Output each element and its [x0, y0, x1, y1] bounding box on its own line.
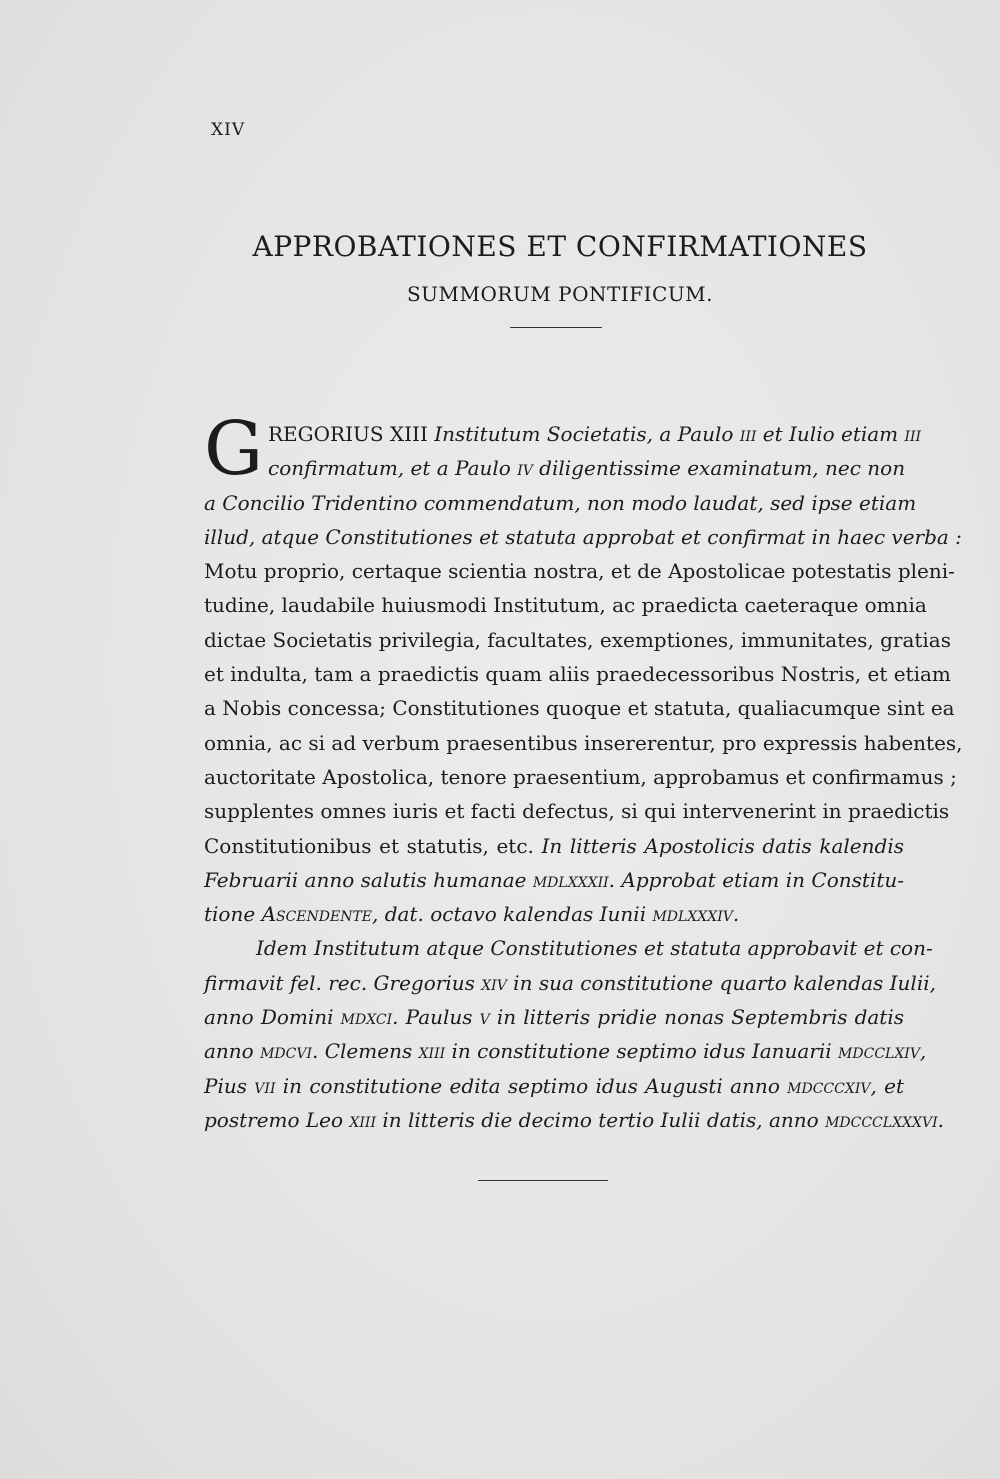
text-segment: in litteris die decimo tertio Iulii datis, anno — [375, 1107, 826, 1132]
text-segment: v — [479, 1005, 490, 1030]
end-divider — [478, 1180, 608, 1181]
text-segment: omnia, ac si ad verbum praesentibus insererentur, pro expressis habentes, — [204, 730, 963, 755]
text-line — [204, 520, 962, 554]
page-subtitle: SUMMORUM PONTIFICUM. — [406, 282, 714, 306]
text-segment: firmavit fel. rec. Gregorius — [204, 970, 482, 995]
text-segment: mdcccxiv, — [787, 1073, 877, 1098]
text-segment: Approbat etiam in Constitu- — [615, 867, 904, 892]
text-segment: mdlxxxiv. — [652, 902, 740, 927]
text-segment: iii — [904, 422, 922, 446]
text-segment: In litteris Apostolicis datis kalendis — [541, 833, 904, 858]
text-segment: Februarii anno salutis humanae — [204, 867, 533, 892]
text-line — [204, 966, 936, 1000]
text-segment: mdcvi. — [260, 1039, 319, 1064]
text-line — [204, 451, 904, 485]
text-line — [204, 726, 963, 760]
text-line — [204, 931, 933, 965]
text-segment: in sua constitutione quarto kalendas Iulii, — [506, 970, 936, 995]
text-line — [204, 691, 955, 725]
text-line — [204, 829, 904, 863]
text-segment: illud, atque Constitutiones et statuta approbat et confirmat in haec verba : — [204, 524, 962, 549]
drop-cap: G — [204, 406, 264, 492]
text-segment: tione — [204, 902, 262, 927]
text-line — [204, 897, 904, 931]
text-segment: Ascendente — [261, 902, 373, 927]
text-segment: in litteris pridie nonas Septembris datis — [489, 1005, 904, 1030]
text-segment: mdxci. — [340, 1005, 399, 1030]
text-segment: a Nobis concessa; Constitutiones quoque et statuta, qualiacumque sint ea — [204, 696, 955, 721]
text-line — [204, 486, 917, 520]
text-segment: et — [876, 1073, 904, 1098]
text-segment: supplentes omnes iuris et facti defectus, si qui intervenerint in praedictis — [204, 799, 950, 824]
text-line — [204, 794, 950, 828]
text-segment: tudine, laudabile huiusmodi Institutum, ac praedicta caeteraque omnia — [204, 593, 927, 618]
text-segment: Idem Institutum atque Constitutiones et statuta approbavit et con- — [256, 936, 933, 961]
text-segment: , dat. octavo kalendas Iunii — [372, 902, 653, 927]
paragraph-1 — [204, 417, 963, 931]
text-segment: in constitutione edita septimo idus Augusti anno — [275, 1073, 788, 1098]
text-line — [204, 623, 951, 657]
text-segment: vii — [254, 1073, 276, 1098]
text-segment: Clemens — [318, 1039, 419, 1064]
text-line — [204, 1069, 904, 1103]
text-segment: iii — [739, 422, 757, 446]
text-segment: Constitutionibus et statutis, etc. — [204, 833, 542, 858]
text-segment: anno Domini — [204, 1005, 341, 1030]
text-segment: in constitutione septimo idus Ianuarii — [445, 1039, 839, 1064]
text-segment: auctoritate Apostolica, tenore praesentium, approbamus et confirmamus ; — [204, 764, 957, 789]
text-segment: postremo Leo — [204, 1107, 350, 1132]
text-segment: a Concilio Tridentino commendatum, non modo laudat, sed ipse etiam — [204, 490, 917, 515]
text-line — [204, 1000, 904, 1034]
text-segment: Pius — [204, 1073, 255, 1098]
text-line — [204, 760, 957, 794]
text-segment: Paulus — [398, 1005, 480, 1030]
text-segment: mdccclxxxvi. — [825, 1107, 944, 1132]
text-line — [204, 588, 927, 622]
paragraph-2 — [204, 931, 944, 1137]
text-segment: mdcclxiv, — [838, 1039, 927, 1064]
body-text — [204, 417, 963, 1137]
text-segment: et indulta, tam a praedictis quam aliis praedecessoribus Nostris, et etiam — [204, 662, 951, 687]
text-segment: Institutum Societatis, a Paulo — [434, 422, 740, 446]
text-segment: et Iulio etiam — [756, 422, 905, 446]
text-line — [204, 1103, 944, 1137]
text-line — [204, 554, 955, 588]
text-segment: dictae Societatis privilegia, facultates, exemptiones, immunitates, gratias — [204, 627, 951, 652]
title-divider — [510, 327, 602, 328]
text-line — [204, 863, 904, 897]
text-segment: mdlxxxii. — [532, 867, 616, 892]
text-line — [204, 417, 922, 451]
page-title: APPROBATIONES ET CONFIRMATIONES — [252, 230, 868, 263]
text-segment: Motu proprio, certaque scientia nostra, et de Apostolicae potestatis pleni- — [204, 559, 955, 584]
text-line — [204, 657, 951, 691]
text-segment: xiv — [481, 970, 507, 995]
page-number: XIV — [211, 120, 246, 140]
text-segment: diligentissime examinatum, nec non — [532, 456, 906, 481]
text-line — [204, 1034, 927, 1068]
text-segment: xiii — [418, 1039, 446, 1064]
text-segment: iv — [517, 456, 533, 481]
text-segment: REGORIUS XIII — [268, 422, 435, 446]
text-segment: xiii — [349, 1107, 376, 1132]
text-segment: anno — [204, 1039, 261, 1064]
text-segment: confirmatum, et a Paulo — [268, 456, 518, 481]
